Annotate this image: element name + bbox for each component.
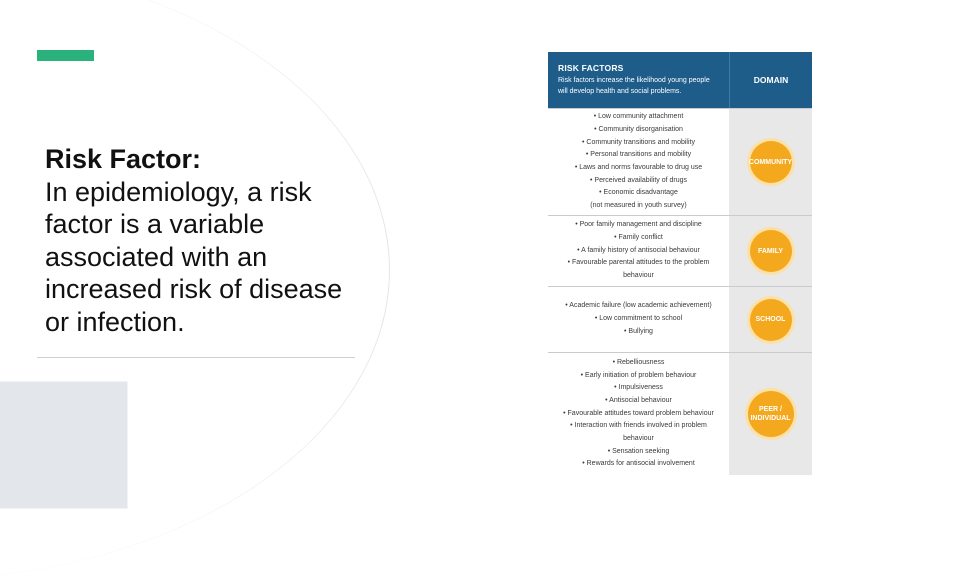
factor-item: • Family conflict	[614, 233, 663, 241]
factor-list	[548, 287, 729, 352]
factor-item: • Poor family management and discipline	[575, 221, 702, 229]
factor-item: • Low commitment to school	[594, 315, 683, 323]
factor-item: behaviour	[623, 272, 654, 280]
header-subtitle: Risk factors increase the likelihood young people will develop health and social problems.	[558, 77, 710, 95]
factor-item: • Interaction with friends involved in problem	[570, 422, 707, 430]
row-community	[548, 108, 812, 215]
row-peer-individual	[548, 352, 812, 475]
factor-list	[548, 216, 729, 286]
factor-item: • Bullying	[624, 327, 653, 335]
row-family	[548, 215, 812, 286]
factor-list	[548, 109, 729, 215]
domain-header: DOMAIN	[729, 52, 812, 108]
domain-badge-family: FAMILY	[750, 230, 792, 272]
factor-item: • A family history of antisocial behaviour	[577, 246, 700, 254]
row-school	[548, 286, 812, 352]
figure-header	[548, 52, 812, 108]
factor-item: • Academic failure (low academic achievement)	[565, 302, 712, 310]
factor-list	[548, 353, 729, 475]
factor-item: • Early initiation of problem behaviour	[580, 371, 697, 379]
header-title: RISK FACTORS	[558, 63, 624, 73]
factor-item: • Perceived availability of drugs	[590, 176, 687, 184]
factor-item: • Community transitions and mobility	[582, 138, 695, 146]
domain-badge-school: SCHOOL	[750, 299, 792, 341]
factor-item: • Favourable parental attitudes to the problem	[567, 259, 710, 267]
domain-cell	[729, 287, 812, 352]
factor-item: • Sensation seeking	[607, 447, 670, 455]
definition-text: In epidemiology, a risk factor is a variable associated with an increased risk of disease or infection.	[45, 176, 343, 337]
domain-cell	[729, 109, 812, 215]
risk-factors-figure	[548, 52, 812, 475]
domain-badge-peer-individual: PEER / INDIVIDUAL	[748, 391, 794, 437]
factor-item: • Economic disadvantage	[599, 189, 678, 197]
factor-item: • Favourable attitudes toward problem behaviour	[563, 409, 714, 417]
factor-item: • Personal transitions and mobility	[585, 151, 692, 159]
factor-item: • Community disorganisation	[594, 125, 683, 133]
domain-cell	[729, 353, 812, 475]
factor-item: • Laws and norms favourable to drug use	[574, 164, 703, 171]
accent-bar	[37, 50, 94, 61]
factor-item: (not measured in youth survey)	[590, 202, 687, 210]
domain-badge-community: COMMUNITY	[750, 141, 792, 183]
divider-line	[37, 357, 355, 358]
domain-cell	[729, 216, 812, 286]
definition-title: Risk Factor:	[45, 144, 202, 174]
factor-item: • Impulsiveness	[614, 384, 663, 392]
factor-item: • Rewards for antisocial involvement	[582, 460, 695, 468]
factor-item: behaviour	[623, 435, 654, 443]
definition-block	[45, 143, 355, 338]
factor-item: • Antisocial behaviour	[605, 396, 672, 404]
factor-item: • Low community attachment	[593, 113, 684, 121]
factor-item: • Rebelliousness	[612, 358, 665, 366]
header-left	[548, 52, 729, 108]
